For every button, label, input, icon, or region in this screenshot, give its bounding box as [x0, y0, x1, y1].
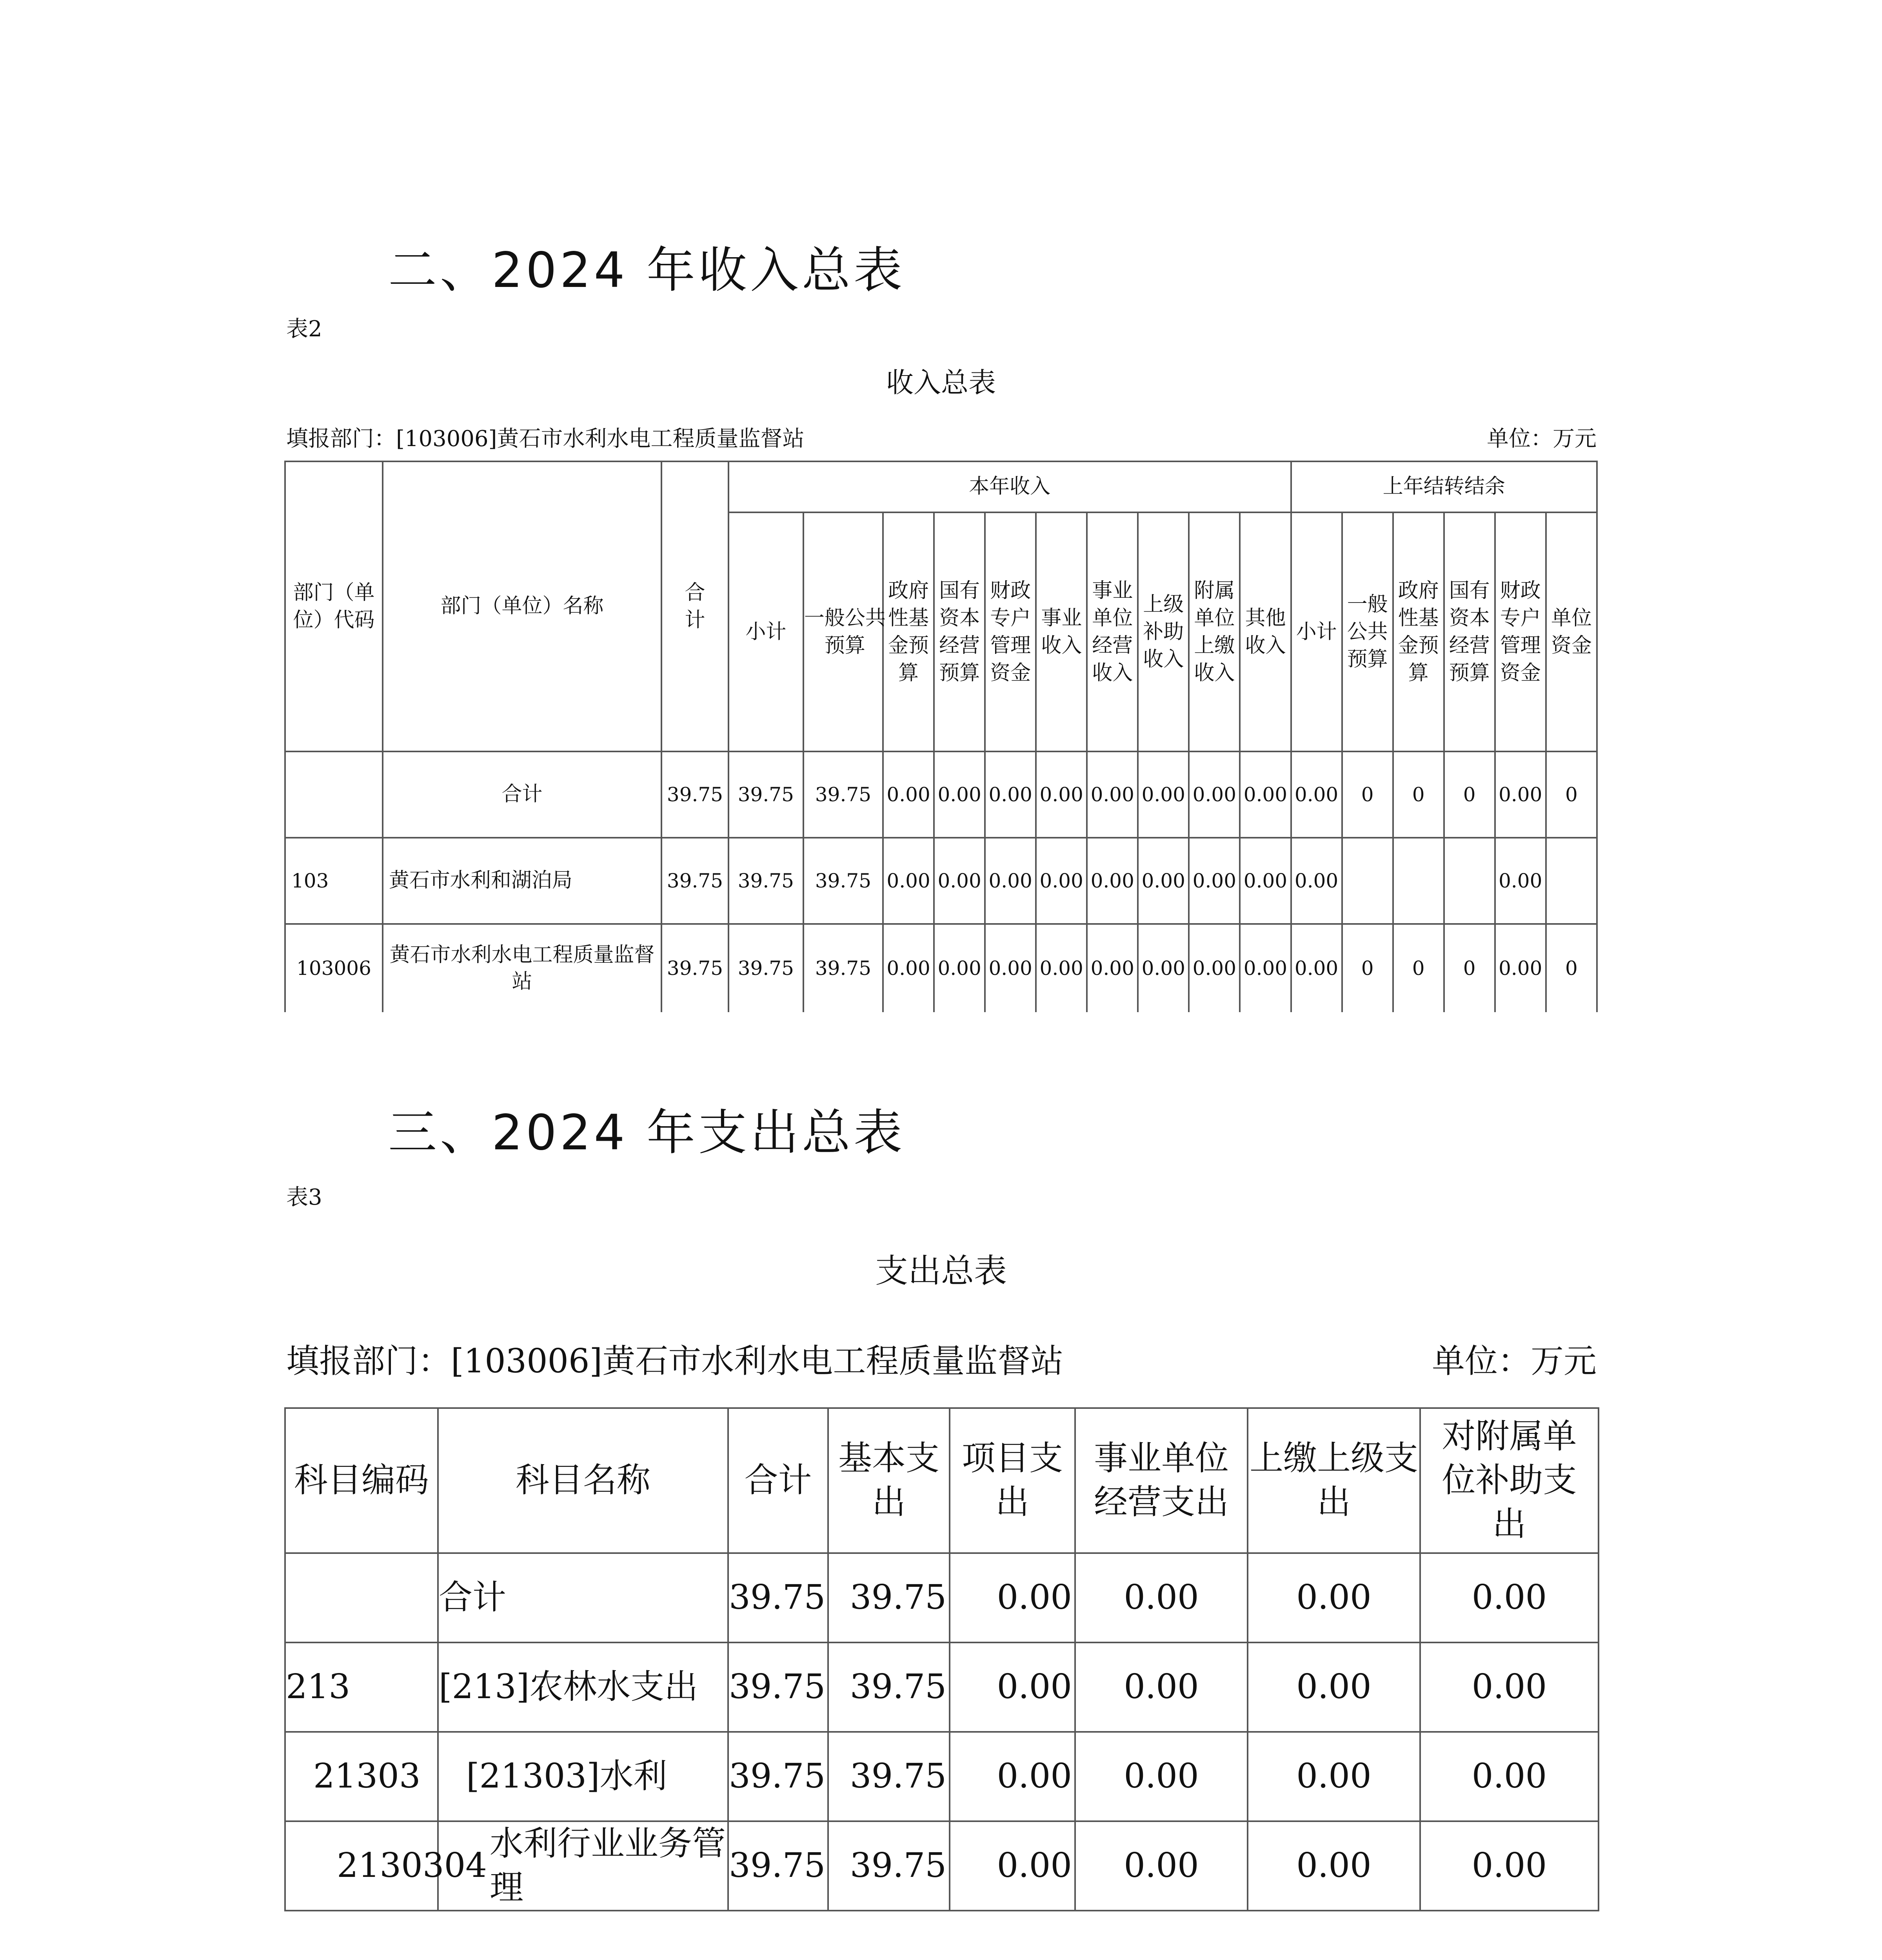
income-cell-value: 0.00 [1138, 751, 1189, 838]
income-cell-value: 0.00 [883, 924, 934, 1012]
income-cell-value: 39.75 [661, 838, 728, 924]
header-business: 事业单位经营支出 [1075, 1408, 1248, 1553]
income-cell-value: 0.00 [1138, 924, 1189, 1012]
expense-row [285, 1821, 1599, 1911]
expense-unit-label: 单位：万元 [1431, 1342, 1597, 1380]
expense-cell-name: 合计 [438, 1553, 728, 1642]
income-cell-value: 0.00 [1240, 924, 1291, 1012]
expense-cell-value: 0.00 [1248, 1642, 1420, 1732]
header-current-col: 国有资本经营预算 [934, 512, 985, 751]
expense-cell-value: 0.00 [1075, 1732, 1248, 1821]
header-current-col: 其他收入 [1240, 512, 1291, 751]
header-prior-col: 小计 [1291, 512, 1342, 751]
expense-cell-value: 0.00 [1420, 1642, 1599, 1732]
income-cell-value: 0.00 [1240, 751, 1291, 838]
income-cell-value: 0 [1444, 751, 1495, 838]
income-cell-value: 0.00 [1240, 838, 1291, 924]
income-cell-code: 103006 [285, 924, 383, 1012]
expense-cell-value: 0.00 [950, 1732, 1075, 1821]
income-cell-code: 103 [285, 838, 383, 924]
header-code: 部门（单位）代码 [285, 461, 383, 751]
section3-title: 三、2024 年支出总表 [388, 1105, 905, 1161]
expense-cell-name: [213]农林水支出 [438, 1642, 728, 1732]
income-cell-value: 0.00 [934, 751, 985, 838]
header-current-year: 本年收入 [728, 461, 1291, 512]
income-caption: 收入总表 [886, 367, 996, 399]
income-dept-label: 填报部门：[103006]黄石市水利水电工程质量监督站 [286, 426, 805, 452]
expense-cell-name: 水利行业业务管理 [438, 1821, 728, 1911]
header-total: 合计 [661, 461, 728, 751]
income-cell-value: 0.00 [1189, 838, 1240, 924]
table3-label: 表3 [286, 1185, 322, 1210]
income-cell-value: 0.00 [1495, 838, 1546, 924]
expense-cell-value: 39.75 [828, 1732, 950, 1821]
income-cell-value [1444, 838, 1495, 924]
income-cell-value: 0 [1444, 924, 1495, 1012]
income-cell-value: 0.00 [1495, 751, 1546, 838]
expense-summary-table [284, 1407, 1599, 1911]
expense-cell-code: 213 [285, 1642, 438, 1732]
income-cell-value: 0 [1393, 751, 1444, 838]
expense-cell-code: 2130304 [285, 1821, 438, 1911]
income-cell-value [1546, 838, 1597, 924]
header-current-col: 政府性基金预算 [883, 512, 934, 751]
header-subsidy: 对附属单位补助支出 [1420, 1408, 1599, 1553]
header-current-col: 附属单位上缴收入 [1189, 512, 1240, 751]
income-cell-value: 39.75 [661, 751, 728, 838]
expense-cell-value: 0.00 [950, 1553, 1075, 1642]
header-subject-name: 科目名称 [438, 1408, 728, 1553]
header-prior-col: 财政专户管理资金 [1495, 512, 1546, 751]
income-cell-value: 39.75 [728, 751, 803, 838]
expense-row [285, 1732, 1599, 1821]
expense-cell-value: 0.00 [1248, 1553, 1420, 1642]
income-row [285, 838, 1597, 924]
income-cell-value: 0.00 [1291, 924, 1342, 1012]
income-cell-value: 0.00 [985, 924, 1036, 1012]
income-cell-value: 0.00 [883, 751, 934, 838]
income-cell-value: 0.00 [934, 838, 985, 924]
expense-dept-label: 填报部门：[103006]黄石市水利水电工程质量监督站 [286, 1342, 1064, 1380]
table2-label: 表2 [286, 316, 322, 342]
income-summary-table [284, 461, 1598, 1012]
income-cell-value: 0.00 [1036, 924, 1087, 1012]
income-cell-value: 0.00 [1036, 838, 1087, 924]
expense-cell-name: [21303]水利 [438, 1732, 728, 1821]
income-cell-value: 39.75 [803, 838, 883, 924]
income-cell-value: 0 [1342, 751, 1393, 838]
expense-cell-code [285, 1553, 438, 1642]
header-prior-col: 政府性基金预算 [1393, 512, 1444, 751]
income-cell-value: 39.75 [803, 924, 883, 1012]
expense-row [285, 1553, 1599, 1642]
header-remit-superior: 上缴上级支出 [1248, 1408, 1420, 1553]
income-cell-value: 0.00 [1087, 924, 1138, 1012]
header-prior-col: 一般公共预算 [1342, 512, 1393, 751]
income-cell-code [285, 751, 383, 838]
expense-cell-value: 0.00 [950, 1821, 1075, 1911]
income-row [285, 751, 1597, 838]
income-cell-value: 0 [1393, 924, 1444, 1012]
income-cell-value: 39.75 [661, 924, 728, 1012]
expense-cell-value: 39.75 [828, 1642, 950, 1732]
income-cell-value: 0.00 [1495, 924, 1546, 1012]
income-cell-value: 0.00 [1036, 751, 1087, 838]
income-unit-label: 单位：万元 [1487, 426, 1597, 452]
header-name: 部门（单位）名称 [383, 461, 661, 751]
income-cell-value: 0 [1546, 751, 1597, 838]
income-cell-name: 黄石市水利水电工程质量监督站 [383, 924, 661, 1012]
expense-cell-value: 39.75 [828, 1821, 950, 1911]
income-cell-name: 合计 [383, 751, 661, 838]
income-cell-value: 0 [1546, 924, 1597, 1012]
header-current-col: 小计 [728, 512, 803, 751]
header-current-col: 事业收入 [1036, 512, 1087, 751]
income-cell-value [1393, 838, 1444, 924]
header-subject-code: 科目编码 [285, 1408, 438, 1553]
expense-cell-value: 0.00 [1075, 1642, 1248, 1732]
income-cell-value: 0 [1342, 924, 1393, 1012]
income-cell-value: 0.00 [985, 751, 1036, 838]
income-cell-value: 0.00 [985, 838, 1036, 924]
expense-cell-value: 39.75 [728, 1642, 828, 1732]
income-cell-name: 黄石市水利和湖泊局 [383, 838, 661, 924]
income-cell-value: 0.00 [934, 924, 985, 1012]
income-cell-value: 39.75 [803, 751, 883, 838]
header-project: 项目支出 [950, 1408, 1075, 1553]
income-cell-value: 0.00 [1189, 751, 1240, 838]
income-cell-value: 0.00 [883, 838, 934, 924]
expense-cell-value: 0.00 [1420, 1732, 1599, 1821]
expense-cell-value: 0.00 [1248, 1821, 1420, 1911]
expense-cell-value: 0.00 [1248, 1732, 1420, 1821]
expense-row [285, 1642, 1599, 1732]
expense-cell-value: 0.00 [1075, 1821, 1248, 1911]
income-cell-value: 0.00 [1087, 751, 1138, 838]
income-cell-value: 0.00 [1291, 838, 1342, 924]
expense-cell-value: 39.75 [728, 1732, 828, 1821]
section2-title: 二、2024 年收入总表 [388, 242, 905, 299]
expense-cell-value: 0.00 [1075, 1553, 1248, 1642]
expense-cell-value: 0.00 [1420, 1821, 1599, 1911]
header-prior-col: 国有资本经营预算 [1444, 512, 1495, 751]
income-cell-value: 0.00 [1291, 751, 1342, 838]
header-prior-year: 上年结转结余 [1291, 461, 1597, 512]
header-total: 合计 [728, 1408, 828, 1553]
header-current-col: 上级补助收入 [1138, 512, 1189, 751]
expense-caption: 支出总表 [875, 1252, 1007, 1290]
header-current-col: 事业单位经营收入 [1087, 512, 1138, 751]
expense-cell-value: 39.75 [728, 1553, 828, 1642]
expense-cell-value: 39.75 [828, 1553, 950, 1642]
header-basic: 基本支出 [828, 1408, 950, 1553]
income-cell-value: 0.00 [1189, 924, 1240, 1012]
expense-cell-value: 0.00 [950, 1642, 1075, 1732]
expense-cell-value: 0.00 [1420, 1553, 1599, 1642]
income-row [285, 924, 1597, 1012]
expense-cell-code: 21303 [285, 1732, 438, 1821]
header-prior-col: 单位资金 [1546, 512, 1597, 751]
income-cell-value: 39.75 [728, 838, 803, 924]
header-current-col: 财政专户管理资金 [985, 512, 1036, 751]
income-cell-value: 39.75 [728, 924, 803, 1012]
income-cell-value [1342, 838, 1393, 924]
expense-cell-value: 39.75 [728, 1821, 828, 1911]
income-cell-value: 0.00 [1087, 838, 1138, 924]
income-cell-value: 0.00 [1138, 838, 1189, 924]
header-current-col: 一般公共预算 [803, 512, 883, 751]
